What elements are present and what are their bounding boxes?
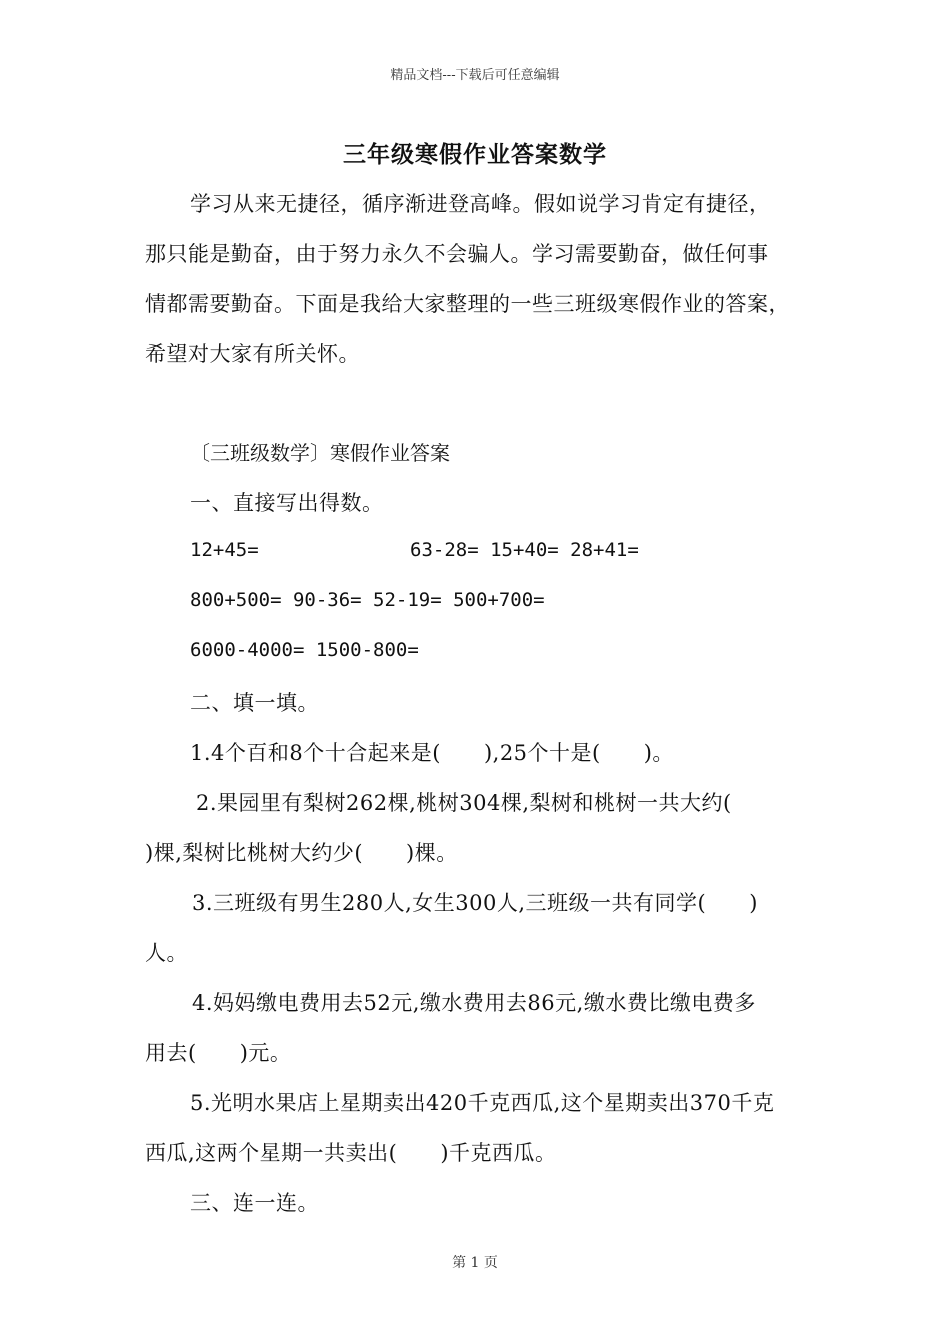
calc-row-3: 6000-4000= 1500-800= bbox=[190, 639, 419, 661]
question-4-line-1: 4.妈妈缴电费用去52元,缴水费用去86元,缴水费比缴电费多 bbox=[192, 991, 756, 1015]
question-1: 1.4个百和8个十合起来是( ),25个十是( )。 bbox=[190, 741, 674, 765]
question-3-line-2: 人。 bbox=[145, 941, 188, 965]
question-2-line-1: 2.果园里有梨树262棵,桃树304棵,梨树和桃树一共大约( bbox=[196, 791, 732, 815]
intro-line: 那只能是勤奋，由于努力永久不会骗人。学习需要勤奋，做任何事 bbox=[145, 242, 769, 266]
page-footer: 第 1 页 bbox=[452, 1255, 498, 1271]
calc-row-2: 800+500= 90-36= 52-19= 500+700= bbox=[190, 589, 545, 611]
section-title: 〔三班级数学〕寒假作业答案 bbox=[190, 441, 450, 465]
question-4-line-2: 用去( )元。 bbox=[145, 1041, 292, 1065]
intro-line: 学习从来无捷径，循序渐进登高峰。假如说学习肯定有捷径， bbox=[190, 192, 771, 216]
question-3-line-1: 3.三班级有男生280人,女生300人,三班级一共有同学( ) bbox=[192, 891, 758, 915]
part3-heading: 三、连一连。 bbox=[190, 1191, 319, 1215]
part2-heading: 二、填一填。 bbox=[190, 691, 319, 715]
question-2-line-2: )棵,梨树比桃树大约少( )棵。 bbox=[145, 841, 458, 865]
calc-row-1-rest: 63-28= 15+40= 28+41= bbox=[410, 539, 639, 561]
page-header: 精品文档---下载后可任意编辑 bbox=[390, 68, 560, 83]
calc-row-1-first: 12+45= bbox=[190, 539, 259, 561]
question-5-line-1: 5.光明水果店上星期卖出420千克西瓜,这个星期卖出370千克 bbox=[190, 1091, 775, 1115]
question-5-line-2: 西瓜,这两个星期一共卖出( )千克西瓜。 bbox=[145, 1141, 557, 1165]
document-title: 三年级寒假作业答案数学 bbox=[343, 141, 607, 168]
intro-line: 情都需要勤奋。下面是我给大家整理的一些三班级寒假作业的答案， bbox=[145, 292, 790, 316]
intro-line: 希望对大家有所关怀。 bbox=[145, 342, 360, 366]
part1-heading: 一、直接写出得数。 bbox=[190, 491, 384, 515]
